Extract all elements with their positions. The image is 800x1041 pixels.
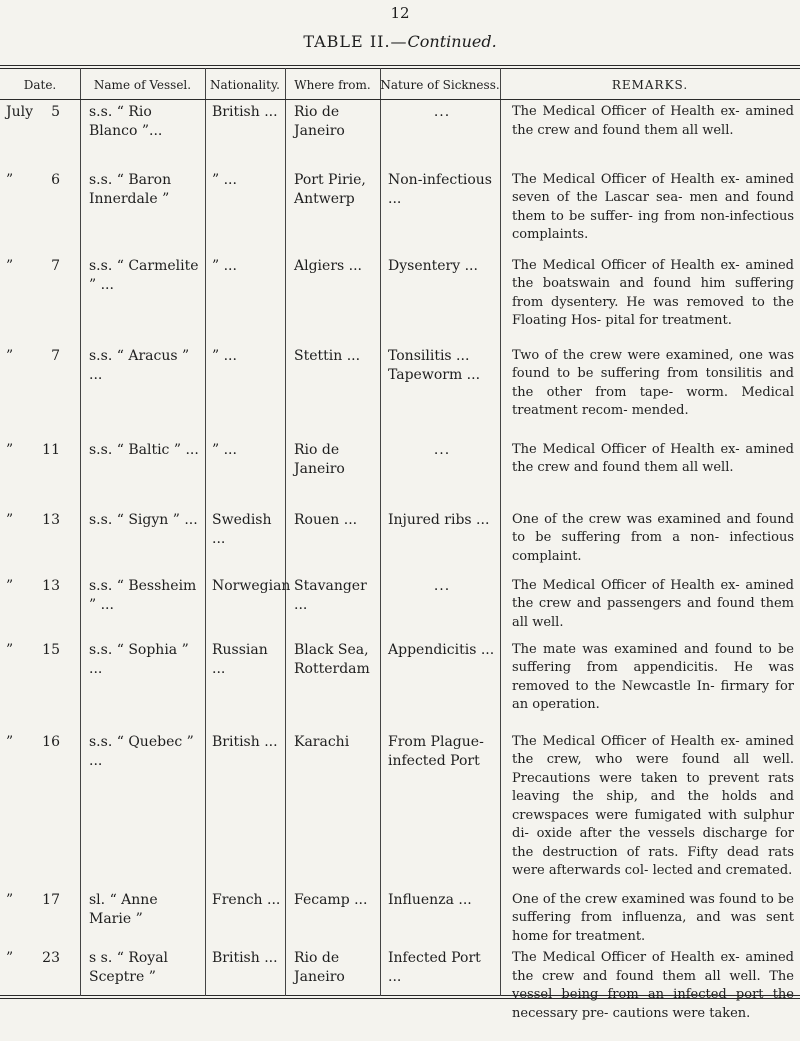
date-day: 7 — [51, 257, 60, 274]
nationality-text: Norwegian — [212, 577, 291, 594]
where-from-text: Karachi — [294, 733, 350, 750]
remarks-text: The Medical Officer of Health ex- amined the boatswain and found him suffering from dysentery. He was removed to the Floating Hos- pital for treatment. — [512, 257, 794, 328]
table-row — [0, 946, 800, 1041]
remarks-cell — [500, 574, 800, 638]
date-month: ” — [6, 347, 14, 364]
nature-of-sickness-cell — [380, 344, 500, 438]
vessel-name-cell — [80, 438, 205, 508]
table-row — [0, 168, 800, 254]
date-month: ” — [6, 577, 14, 594]
page-number: 12 — [390, 4, 410, 22]
date-cell — [0, 254, 80, 344]
vessel-name-text: s.s. “ Rio Blanco ”... — [89, 104, 163, 139]
date-month: ” — [6, 891, 14, 908]
where-from-text: Rouen ... — [294, 511, 358, 528]
table-row — [0, 100, 800, 168]
vessel-name-text: sl. “ Anne Marie ” — [89, 891, 158, 927]
nationality-cell — [205, 574, 291, 638]
remarks-cell — [500, 254, 800, 344]
remarks-text: One of the crew was examined and found to be suffering from a non- infectious complaint. — [512, 511, 794, 564]
nature-of-sickness-cell — [380, 946, 500, 1041]
nationality-text: Russian ... — [212, 641, 268, 677]
date-cell — [0, 638, 80, 730]
nature-of-sickness-cell — [380, 888, 500, 947]
date-cell — [0, 574, 80, 638]
top-rule-2 — [0, 68, 800, 69]
table-row — [0, 638, 800, 730]
where-from-cell — [285, 168, 380, 254]
date-day: 17 — [42, 891, 60, 908]
nature-of-sickness-cell — [380, 730, 500, 888]
nationality-cell — [205, 888, 285, 947]
nature-of-sickness-cell — [380, 438, 500, 508]
where-from-cell — [285, 946, 380, 1041]
date-cell — [0, 438, 80, 508]
date-day: 7 — [51, 347, 60, 364]
date-day: 13 — [42, 511, 60, 528]
where-from-cell — [285, 638, 380, 730]
remarks-cell — [500, 508, 800, 574]
table-row — [0, 344, 800, 438]
header-vessel-name: Name of Vessel. — [80, 71, 205, 100]
where-from-cell — [285, 438, 380, 508]
nationality-cell — [205, 254, 285, 344]
table-row — [0, 508, 800, 574]
where-from-cell — [285, 574, 380, 638]
vessel-name-cell — [80, 254, 205, 344]
date-month: ” — [6, 257, 14, 274]
vessel-name-cell — [80, 100, 205, 168]
where-from-text: Fecamp ... — [294, 891, 368, 908]
nationality-cell — [205, 638, 285, 730]
date-month: ” — [6, 171, 14, 188]
remarks-cell — [500, 730, 800, 888]
header-remarks: REMARKS. — [500, 71, 800, 100]
where-from-text: Black Sea, Rotterdam — [294, 641, 370, 677]
table-row — [0, 254, 800, 344]
vessel-name-cell — [80, 574, 205, 638]
date-month: ” — [6, 641, 14, 658]
remarks-text: The Medical Officer of Health ex- amined the crew and passengers and found them all well. — [512, 577, 794, 630]
nationality-text: British ... — [212, 104, 278, 120]
date-month: July — [6, 104, 34, 120]
header-row — [0, 71, 800, 100]
date-month: ” — [6, 950, 14, 966]
date-cell — [0, 508, 80, 574]
where-from-cell — [285, 508, 380, 574]
vessel-name-text: s.s. “ Bessheim ” ... — [89, 577, 197, 613]
date-cell — [0, 168, 80, 254]
nationality-cell — [205, 168, 285, 254]
nationality-cell — [205, 100, 285, 168]
where-from-text: Algiers ... — [294, 257, 362, 274]
nationality-text: ” ... — [212, 257, 237, 274]
remarks-text: The Medical Officer of Health ex- amined the crew and found them all well. — [512, 104, 794, 138]
nature-of-sickness-text: Influenza ... — [388, 891, 472, 908]
vessel-name-text: s.s. “ Baltic ” ... — [89, 441, 199, 458]
where-from-cell — [285, 100, 380, 168]
vessel-name-text: s.s. “ Quebec ” ... — [89, 733, 194, 769]
nationality-cell — [205, 730, 285, 888]
nature-of-sickness-cell — [380, 254, 500, 344]
nationality-cell — [205, 438, 285, 508]
nature-of-sickness-text: ... — [433, 577, 451, 594]
nature-of-sickness-text: Dysentery ... — [388, 257, 478, 274]
nationality-text: British ... — [212, 950, 278, 966]
date-cell — [0, 730, 80, 888]
header-nationality: Nationality. — [205, 71, 285, 100]
where-from-text: Port Pirie, Antwerp — [294, 171, 366, 207]
date-day: 15 — [42, 641, 60, 658]
vessel-name-text: s s. “ Royal Sceptre ” — [89, 950, 169, 985]
nature-of-sickness-text: Infected Port ... — [388, 950, 481, 985]
vessel-name-text: s.s. “ Baron Innerdale ” — [89, 171, 172, 207]
nationality-cell — [205, 946, 285, 1041]
date-cell — [0, 100, 80, 168]
date-cell — [0, 344, 80, 438]
nature-of-sickness-text: From Plague- infected Port — [388, 733, 484, 769]
nationality-text: ” ... — [212, 441, 237, 458]
date-cell — [0, 888, 80, 947]
vessel-name-cell — [80, 508, 205, 574]
header-nature-of-sickness: Nature of Sickness. — [380, 71, 500, 100]
nature-of-sickness-text: ... — [433, 441, 451, 458]
date-day: 16 — [42, 733, 60, 750]
nature-of-sickness-cell — [380, 168, 500, 254]
remarks-cell — [500, 168, 800, 254]
nature-of-sickness-text: ... — [433, 104, 451, 120]
nature-of-sickness-text: Tonsilitis ... Tapeworm ... — [388, 347, 481, 383]
remarks-text: The mate was examined and found to be suffering from appendicitis. He was removed to the Newcastle In- firmary for an operation. — [512, 641, 794, 712]
vessel-name-text: s.s. “ Sigyn ” ... — [89, 511, 198, 528]
nationality-cell — [205, 508, 285, 574]
where-from-text: Stettin ... — [294, 347, 361, 364]
remarks-text: Two of the crew were examined, one was found to be suffering from tonsilitis and the other from tape- worm. Medical treatment recom- mended. — [512, 347, 794, 418]
vessel-name-cell — [80, 730, 205, 888]
nature-of-sickness-cell — [380, 508, 500, 574]
vessel-name-cell — [80, 888, 205, 947]
date-month: ” — [6, 441, 14, 458]
nature-of-sickness-text: Non-infectious ... — [388, 171, 492, 207]
nationality-text: French ... — [212, 891, 281, 908]
date-month: ” — [6, 511, 14, 528]
table-title — [0, 32, 800, 51]
remarks-cell — [500, 638, 800, 730]
nationality-text: Swedish ... — [212, 511, 272, 547]
nature-of-sickness-text: Appendicitis ... — [388, 641, 495, 658]
where-from-cell — [285, 254, 380, 344]
remarks-text: The Medical Officer of Health ex- amined the crew and found them all well. The vessel being from an infected port the necessary pre- cautions were taken. — [512, 950, 794, 1021]
nature-of-sickness-cell — [380, 100, 500, 168]
where-from-text: Rio de Janeiro — [294, 950, 345, 985]
date-day: 11 — [42, 441, 60, 458]
table-row — [0, 730, 800, 888]
vessel-name-cell — [80, 638, 205, 730]
vessel-name-text: s.s. “ Aracus ” ... — [89, 347, 190, 383]
table-title-continued: Continued. — [407, 32, 497, 51]
remarks-text: The Medical Officer of Health ex- amined the crew, who were found all well. Precautions were taken to prevent rats leaving the ship, and the holds and crewspaces were fumigated with sulphur di- oxide after the vessels discharge for the destruction of rats. Fifty dead rats were afterwards col- lected and cremated. — [512, 733, 794, 878]
remarks-cell — [500, 888, 800, 947]
remarks-text: One of the crew examined was found to be suffering from influenza, and was sent home for treatment. — [512, 891, 794, 944]
date-day: 13 — [42, 577, 60, 594]
where-from-text: Rio de Janeiro — [294, 104, 345, 139]
remarks-cell — [500, 100, 800, 168]
nature-of-sickness-cell — [380, 638, 500, 730]
table-title-main: TABLE II.— — [303, 32, 408, 51]
remarks-cell — [500, 438, 800, 508]
where-from-text: Stavanger ... — [294, 577, 367, 613]
nationality-cell — [205, 344, 285, 438]
nationality-text: ” ... — [212, 171, 237, 188]
nationality-text: ” ... — [212, 347, 237, 364]
remarks-text: The Medical Officer of Health ex- amined seven of the Lascar sea- men and found them to be suffer- ing from non-infectious complaints. — [512, 171, 794, 242]
table-row — [0, 888, 800, 947]
remarks-cell — [500, 946, 800, 1041]
header-where-from: Where from. — [285, 71, 380, 100]
vessel-name-cell — [80, 168, 205, 254]
top-rule-1 — [0, 65, 800, 66]
vessel-name-cell — [80, 946, 205, 1041]
vessel-name-cell — [80, 344, 205, 438]
remarks-text: The Medical Officer of Health ex- amined the crew and found them all well. — [512, 441, 794, 475]
header-date: Date. — [0, 71, 80, 100]
sanitary-inspection-table — [0, 71, 800, 1041]
vessel-name-text: s.s. “ Carmelite ” ... — [89, 257, 199, 293]
date-cell — [0, 946, 80, 1041]
date-day: 5 — [51, 104, 60, 120]
where-from-cell — [285, 888, 380, 947]
where-from-text: Rio de Janeiro — [294, 441, 345, 477]
vessel-name-text: s.s. “ Sophia ” ... — [89, 641, 189, 677]
date-day: 6 — [51, 171, 60, 188]
nationality-text: British ... — [212, 733, 278, 750]
date-day: 23 — [42, 950, 60, 966]
remarks-cell — [500, 344, 800, 438]
where-from-cell — [285, 344, 380, 438]
table-row — [0, 574, 800, 638]
table-row — [0, 438, 800, 508]
date-month: ” — [6, 733, 14, 750]
nature-of-sickness-text: Injured ribs ... — [388, 511, 490, 528]
where-from-cell — [285, 730, 380, 888]
nature-of-sickness-cell — [380, 574, 500, 638]
